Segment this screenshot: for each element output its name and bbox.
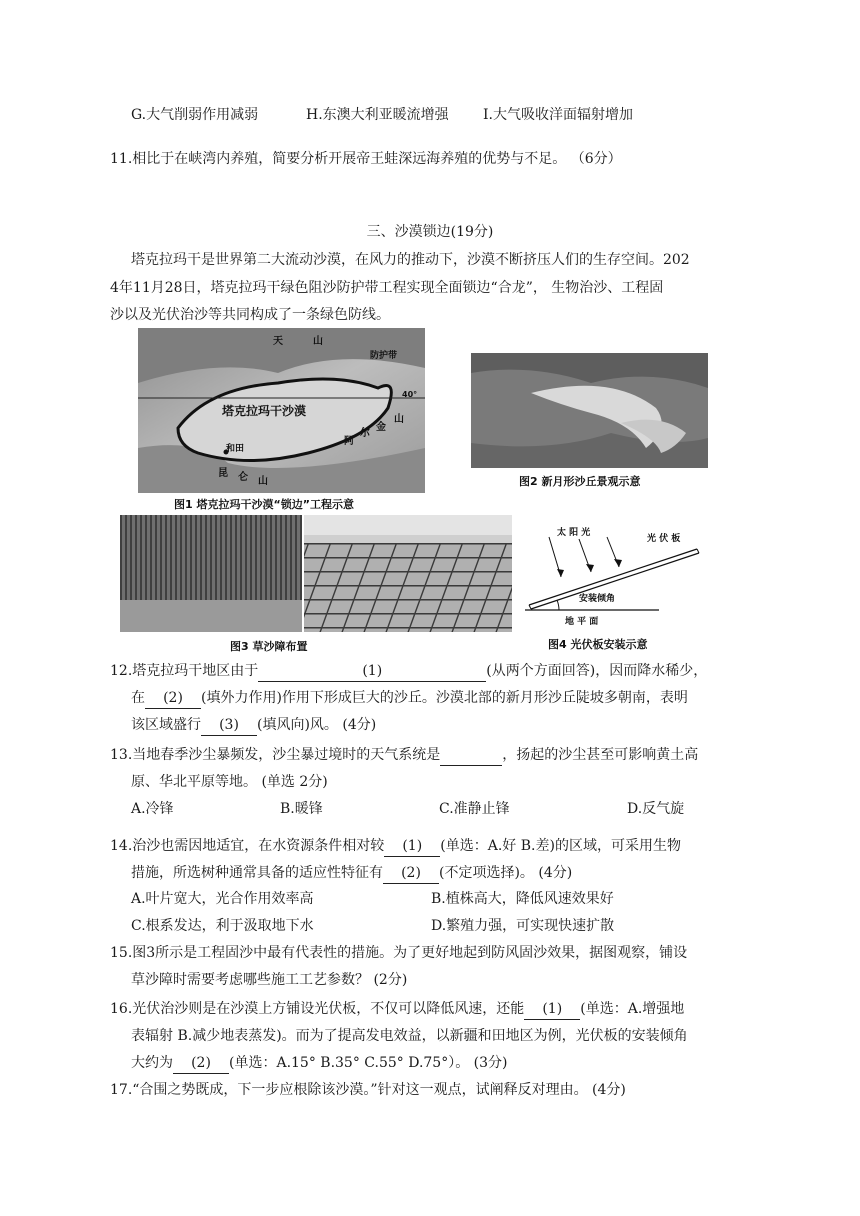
question-12-line-2: 在 (2) (填外力作用)作用下形成巨大的沙丘。沙漠北部的新月形沙丘陡坡多朝南，表明: [131, 688, 688, 709]
map-tian-label: 天: [273, 336, 283, 347]
question-17: 17.“合围之势既成，下一步应根除该沙漠。”针对这一观点，试阐释反对理由。 (4分): [110, 1082, 626, 1098]
figure-2-dune-photo: [471, 353, 708, 468]
q13-option-a[interactable]: A.冷锋: [131, 801, 174, 817]
intro-line-1: 塔克拉玛干是世界第二大流动沙漠，在风力的推动下，沙漠不断挤压人们的生存空间。202: [131, 252, 690, 268]
option-g: G.大气削弱作用减弱: [131, 107, 259, 123]
q14-option-b[interactable]: B.植株高大，降低风速效果好: [431, 891, 614, 907]
map-belt-label: 防护带: [370, 351, 398, 361]
question-16-line-3: 大约为 (2) (单选：A.15° B.35° C.55° D.75°）。 (3分): [131, 1053, 508, 1074]
question-11: 11.相比于在峡湾内养殖，简要分析开展帝王蛙深远海养殖的优势与不足。 （6分）: [110, 151, 622, 167]
option-h: H.东澳大利亚暖流增强: [306, 107, 449, 123]
map-desert-label: 塔克拉玛干沙漠: [222, 404, 307, 418]
q13-blank[interactable]: [440, 745, 502, 766]
question-16-line-1: 16.光伏治沙则是在沙漠上方铺设光伏板，不仅可以降低风速，还能 (1) (单选：A.增强地: [110, 999, 684, 1020]
figure-3-caption: 图3 草沙障布置: [230, 640, 308, 653]
option-i: I.大气吸收洋面辐射增加: [483, 107, 633, 123]
map-shan2-label: 山: [258, 476, 268, 487]
map-jin-label: 金: [376, 422, 386, 433]
pv-sun-label: 太 阳 光: [557, 528, 591, 538]
question-12-line-3: 该区域盛行 (3) (填风向)风。 (4分): [131, 715, 376, 736]
q16-blank-1[interactable]: (1): [524, 999, 580, 1020]
map-lat-label: 40°: [402, 390, 418, 399]
q13-option-c[interactable]: C.准静止锋: [439, 801, 510, 817]
intro-line-2: 4年11月28日，塔克拉玛干绿色阻沙防护带工程实现全面锁边“合龙”， 生物治沙、工程固: [110, 280, 664, 296]
question-13-line-1: 13.当地春季沙尘暴频发，沙尘暴过境时的天气系统是 ，扬起的沙尘甚至可影响黄土高: [110, 745, 698, 766]
q14-blank-1[interactable]: (1): [384, 836, 440, 857]
question-14-line-1: 14.治沙也需因地适宜，在水资源条件相对较 (1) (单选：A.好 B.差)的区域，可采用生物: [110, 836, 681, 857]
question-13-line-2: 原、华北平原等地。 (单选 2分): [131, 774, 328, 790]
pv-ground-label: 地 平 面: [565, 617, 599, 627]
map-shan3-label: 山: [394, 414, 404, 425]
q14-option-d[interactable]: D.繁殖力强，可实现快速扩散: [431, 918, 615, 934]
map-a-label: 阿: [344, 436, 354, 447]
pv-angle-label: 安装倾角: [579, 594, 616, 604]
figure-1-map: [138, 328, 425, 493]
q14-option-a[interactable]: A.叶片宽大，光合作用效率高: [131, 891, 314, 907]
figure-3-straw-photos: [120, 515, 512, 632]
q13-option-b[interactable]: B.暖锋: [280, 801, 323, 817]
intro-line-3: 沙以及光伏治沙等共同构成了一条绿色防线。: [110, 307, 390, 323]
question-14-line-2: 措施，所选树种通常具备的适应性特征有 (2) (不定项选择)。 (4分): [131, 863, 572, 884]
map-shan1-label: 山: [313, 336, 323, 347]
figure-4-caption: 图4 光伏板安装示意: [548, 638, 648, 651]
q12-blank-2[interactable]: (2): [145, 688, 201, 709]
pv-panel-label: 光 伏 板: [647, 534, 681, 544]
q12-blank-1[interactable]: (1): [258, 661, 486, 682]
map-kun-label: 昆: [218, 468, 228, 479]
figure-2-caption: 图2 新月形沙丘景观示意: [519, 475, 641, 488]
q12-blank-3[interactable]: (3): [201, 715, 257, 736]
figure-1-caption: 图1 塔克拉玛干沙漠“锁边”工程示意: [174, 498, 354, 511]
question-12-line-1: 12.塔克拉玛干地区由于 (1) (从两个方面回答)，因而降水稀少，: [110, 661, 707, 682]
question-15-line-1: 15.图3所示是工程固沙中最有代表性的措施。为了更好地起到防风固沙效果，据图观察，铺设: [110, 945, 688, 961]
question-15-line-2: 草沙障时需要考虑哪些施工工艺参数？ (2分): [131, 972, 408, 988]
q14-option-c[interactable]: C.根系发达，利于汲取地下水: [131, 918, 314, 934]
map-lun-label: 仑: [238, 472, 248, 483]
q16-blank-2[interactable]: (2): [173, 1053, 229, 1074]
map-er-label: 尔: [360, 428, 370, 439]
q14-blank-2[interactable]: (2): [383, 863, 439, 884]
q13-option-d[interactable]: D.反气旋: [627, 801, 685, 817]
question-16-line-2: 表辐射 B.减少地表蒸发)。而为了提高发电效益，以新疆和田地区为例，光伏板的安装倾角: [131, 1028, 688, 1044]
section-title: 三、沙漠锁边(19分): [366, 224, 494, 240]
figure-4-pv-diagram: [519, 517, 709, 632]
map-hetian-label: 和田: [226, 444, 245, 454]
